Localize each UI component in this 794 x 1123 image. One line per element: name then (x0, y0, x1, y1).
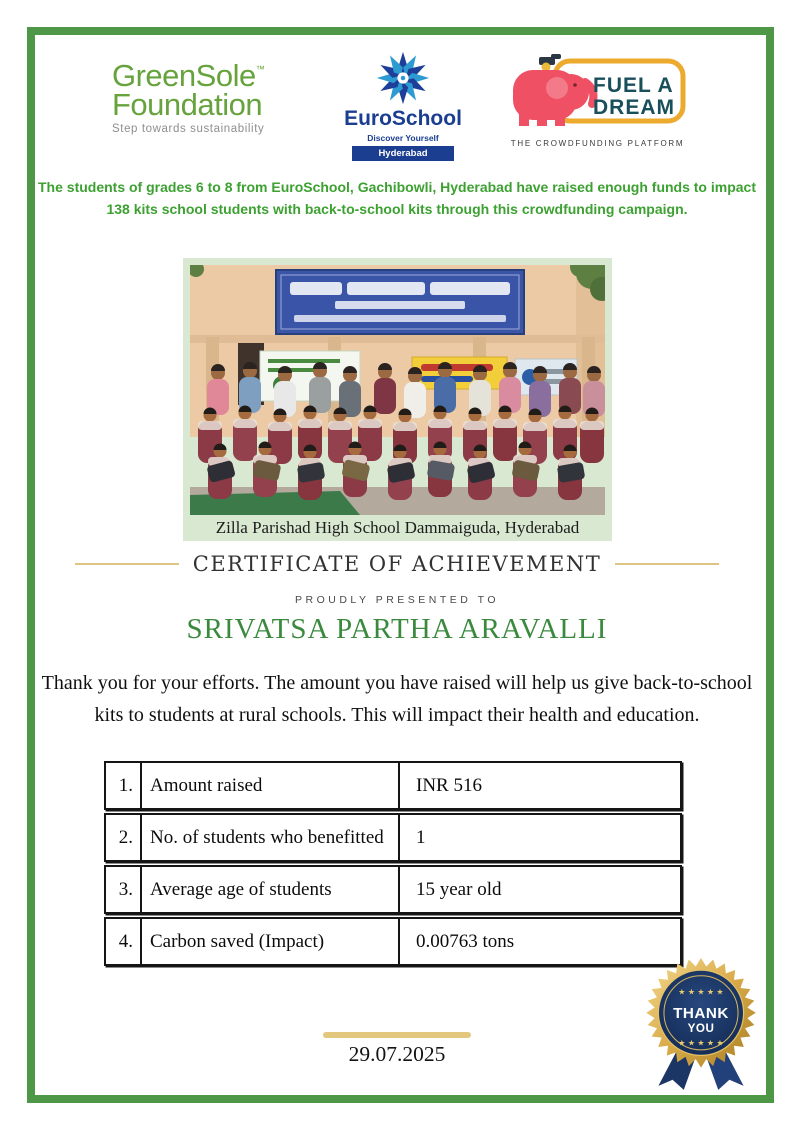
row-value: 15 year old (416, 878, 502, 900)
row-number: 4. (106, 919, 142, 964)
thank-you-message: Thank you for your efforts. The amount you have raised will help us give back-to-school kits to students at rural schools. This will impact their health and education. (41, 672, 753, 726)
badge-stars-top: ★ ★ ★ ★ ★ (678, 987, 724, 997)
euroschool-tagline: Discover Yourself (367, 133, 439, 143)
presented-label: PROUDLY PRESENTED TO (294, 594, 499, 606)
euroschool-star-icon (375, 50, 431, 106)
greensole-line1: GreenSole (112, 58, 256, 93)
badge-line1: THANK (673, 1004, 729, 1022)
certificate-date: 29.07.2025 (348, 1042, 446, 1066)
gold-rule-right (615, 563, 719, 565)
greensole-foundation-logo (112, 55, 307, 135)
campaign-summary-text: The students of grades 6 to 8 from EuroSchool, Gachibowli, Hyderabad have raised enough funds to impact 138 kits school students with back-to-school kits through this crowdfunding campaign. (38, 179, 756, 218)
gold-date-rule (323, 1032, 471, 1038)
trademark-symbol: ™ (255, 64, 265, 74)
row-label: Carbon saved (Impact) (142, 919, 400, 964)
row-value: 1 (416, 826, 426, 848)
table-row (104, 761, 682, 810)
fueladream-word2: DREAM (593, 96, 675, 119)
table-row (104, 865, 682, 914)
school-photo (190, 265, 605, 515)
row-label: Amount raised (142, 763, 400, 808)
table-row (104, 917, 682, 966)
certificate-title-row (0, 552, 794, 576)
impact-stats-table (104, 761, 682, 969)
greensole-line2: Foundation (112, 87, 263, 122)
table-row (104, 813, 682, 862)
fueladream-mark (505, 52, 690, 132)
thank-you-rosette-badge (640, 956, 762, 1096)
school-photo-frame (183, 258, 612, 541)
certificate-title: CERTIFICATE OF ACHIEVEMENT (192, 552, 602, 576)
euroschool-name: EuroSchool (344, 107, 462, 130)
row-value: INR 516 (416, 774, 482, 796)
photo-caption: Zilla Parishad High School Dammaiguda, Hyderabad (215, 518, 580, 537)
row-value: 0.00763 tons (416, 930, 515, 952)
row-label: No. of students who benefitted (142, 815, 400, 860)
fueladream-logo (505, 52, 690, 148)
euroschool-logo (338, 50, 468, 161)
row-number: 2. (106, 815, 142, 860)
badge-line2: YOU (687, 1022, 715, 1036)
fueladream-word1: FUEL A (593, 74, 674, 97)
row-number: 3. (106, 867, 142, 912)
recipient-name: SRIVATSA PARTHA ARAVALLI (186, 613, 608, 645)
row-number: 1. (106, 763, 142, 808)
badge-stars-bottom: ★ ★ ★ ★ ★ (678, 1038, 724, 1048)
greensole-name (112, 55, 307, 93)
fueladream-tagline: THE CROWDFUNDING PLATFORM (510, 139, 685, 148)
gold-rule-left (75, 563, 179, 565)
row-label: Average age of students (142, 867, 400, 912)
greensole-tagline: Step towards sustainability (112, 123, 265, 135)
euroschool-city-bar: Hyderabad (352, 146, 454, 161)
